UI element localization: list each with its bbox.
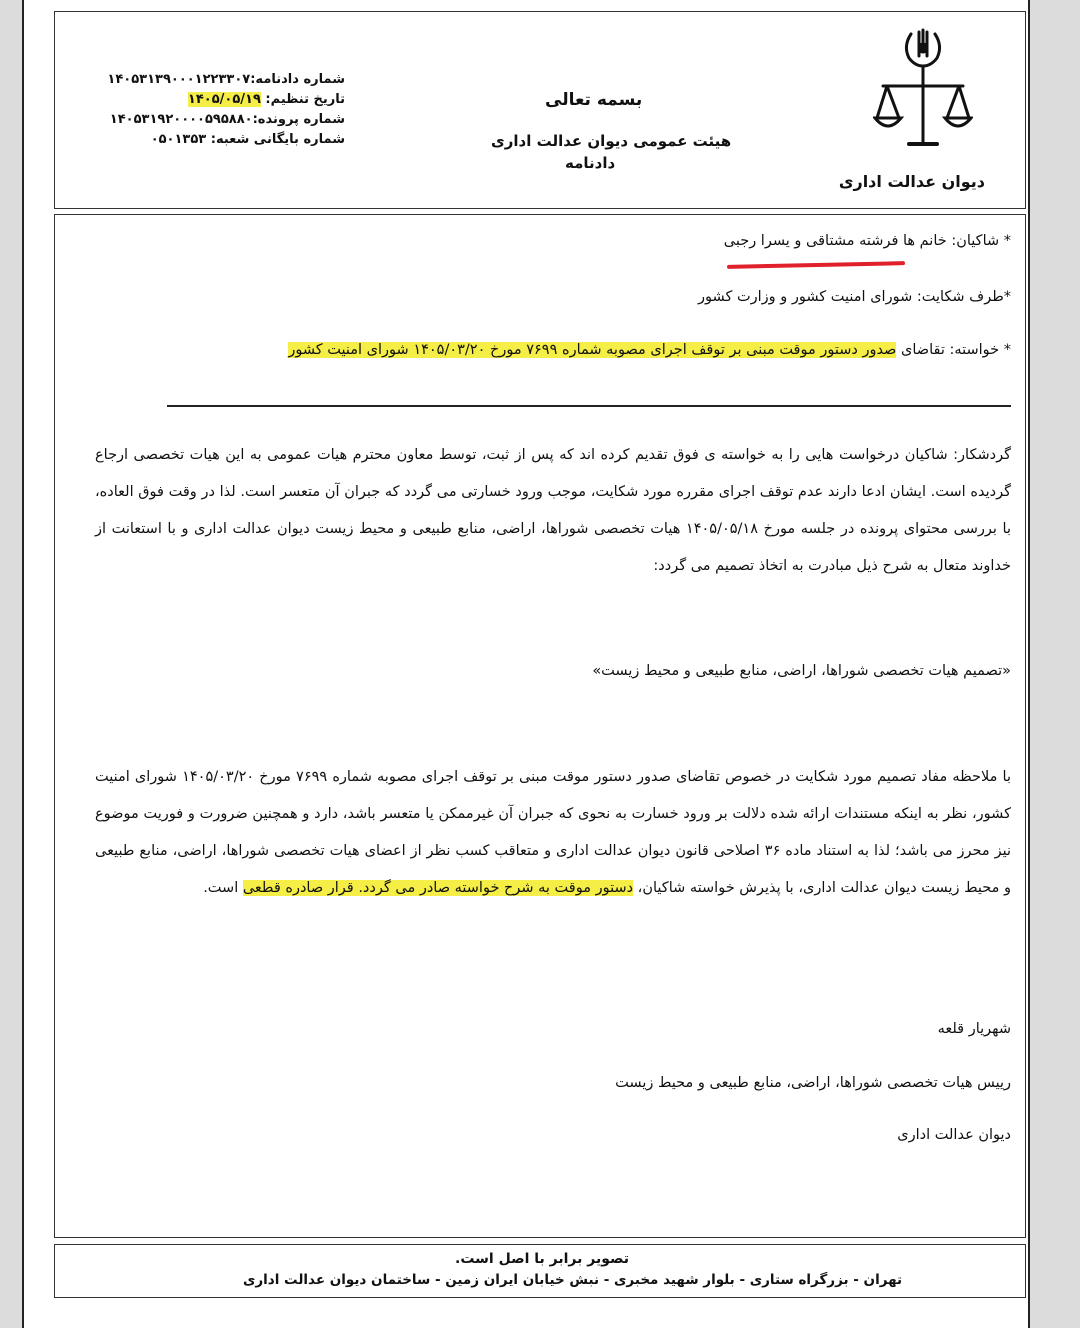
- plaintiffs-line: * شاکیان: خانم ها فرشته مشتاقی و یسرا رجبی: [723, 233, 1011, 249]
- date-row: [95, 90, 345, 110]
- signer-name: شهریار قلعه: [937, 1021, 1011, 1037]
- request-label: * خواسته: تقاضای: [896, 342, 1011, 358]
- footer-box: [54, 1244, 1026, 1298]
- decision-highlight: دستور موقت به شرح خواسته صادر می گردد. قرار صادره قطعی: [242, 880, 634, 896]
- board-title: هیئت عمومی دیوان عدالت اداری: [491, 132, 732, 150]
- history-paragraph: گردشکار: شاکیان درخواست هایی را به خواسته ی فوق تقدیم کرده اند که پس از ثبت، توسط معاون محترم هیات عمومی به این هیات تخصصی ارجاع گردیده است. ایشان ادعا دارند عدم توقف اجرای مقرره مورد شکایت، موجب ورود خسارتی می گردد که جبران آن متعسر است. لذا در وقت فوق العاده، با بررسی محتوای پرونده در جلسه مورخ ۱۴۰۵/۰۵/۱۸ هیات تخصصی شوراها، اراضی، منابع طبیعی و محیط زیست دیوان عدالت اداری و با استعانت از خداوند متعال به شرح ذیل مبادرت به اتخاذ تصمیم می گردد:: [95, 447, 1011, 574]
- red-underline-mark: [727, 261, 905, 269]
- case-number-row: [95, 110, 345, 130]
- certified-copy-note: تصویر برابر با اصل است.: [455, 1251, 630, 1267]
- bismillah-heading: بسمه تعالی: [545, 90, 643, 110]
- scales-of-justice-emblem-icon: [873, 24, 973, 152]
- decision-heading: «تصمیم هیات تخصصی شوراها، اراضی، منابع طبیعی و محیط زیست»: [592, 663, 1011, 679]
- header-box: [54, 11, 1026, 209]
- signer-org: دیوان عدالت اداری: [897, 1127, 1011, 1143]
- date-value: ۱۴۰۵/۰۵/۱۹: [187, 92, 261, 107]
- date-label: تاریخ تنظیم:: [265, 92, 345, 107]
- decision-paragraph: [95, 759, 1011, 907]
- verdict-metadata: [95, 70, 345, 150]
- case-number-label: شماره پرونده:: [252, 112, 345, 127]
- court-address: تهران - بزرگراه ستاری - بلوار شهید مخبری - نبش خیابان ایران زمین - ساختمان دیوان عدالت اداری: [243, 1272, 903, 1288]
- decision-end: است.: [203, 880, 243, 896]
- section-divider: [167, 405, 1011, 407]
- verdict-number-label: شماره دادنامه:: [250, 72, 345, 87]
- archive-number-row: [95, 130, 345, 150]
- verdict-title: دادنامه: [565, 154, 616, 172]
- document-page: [24, 0, 1028, 1328]
- case-number-value: ۱۴۰۵۳۱۹۲۰۰۰۰۵۹۵۸۸۰: [109, 112, 253, 127]
- page-edge-left: [0, 0, 24, 1328]
- page-edge-right: [1028, 0, 1080, 1328]
- body-box: [54, 214, 1026, 1238]
- archive-number-label: شماره بایگانی شعبه:: [210, 132, 345, 147]
- request-line: [288, 342, 1011, 358]
- defendant-line: *طرف شکایت: شورای امنیت کشور و وزارت کشور: [698, 289, 1011, 305]
- verdict-number-value: ۱۴۰۵۳۱۳۹۰۰۰۱۲۲۳۳۰۷: [107, 72, 251, 87]
- verdict-number-row: [95, 70, 345, 90]
- court-name: دیوان عدالت اداری: [838, 172, 985, 191]
- request-highlight: صدور دستور موقت مبنی بر توقف اجرای مصوبه شماره ۷۶۹۹ مورخ ۱۴۰۵/۰۳/۲۰ شورای امنیت کشور: [288, 342, 897, 358]
- signer-title: رییس هیات تخصصی شوراها، اراضی، منابع طبیعی و محیط زیست: [615, 1075, 1011, 1091]
- archive-number-value: ۰۵۰۱۳۵۳: [150, 132, 207, 147]
- decision-text: با ملاحظه مفاد تصمیم مورد شکایت در خصوص تقاضای صدور دستور موقت مبنی بر توقف اجرای مصوبه شماره ۷۶۹۹ مورخ ۱۴۰۵/۰۳/۲۰ شورای امنیت کشور، نظر به اینکه مستندات ارائه شده دلالت بر ورود خسارت به نحوی که جبران آن غیرممکن یا متعسر باشد، دارد و همچنین ضرورت و فوریت موضوع نیز محرز می باشد؛ لذا به استناد ماده ۳۶ اصلاحی قانون دیوان عدالت اداری و متعاقب کسب نظر از اعضای هیات تخصصی شوراها، اراضی، منابع طبیعی و محیط زیست دیوان عدالت اداری، با پذیرش خواسته شاکیان،: [95, 769, 1012, 896]
